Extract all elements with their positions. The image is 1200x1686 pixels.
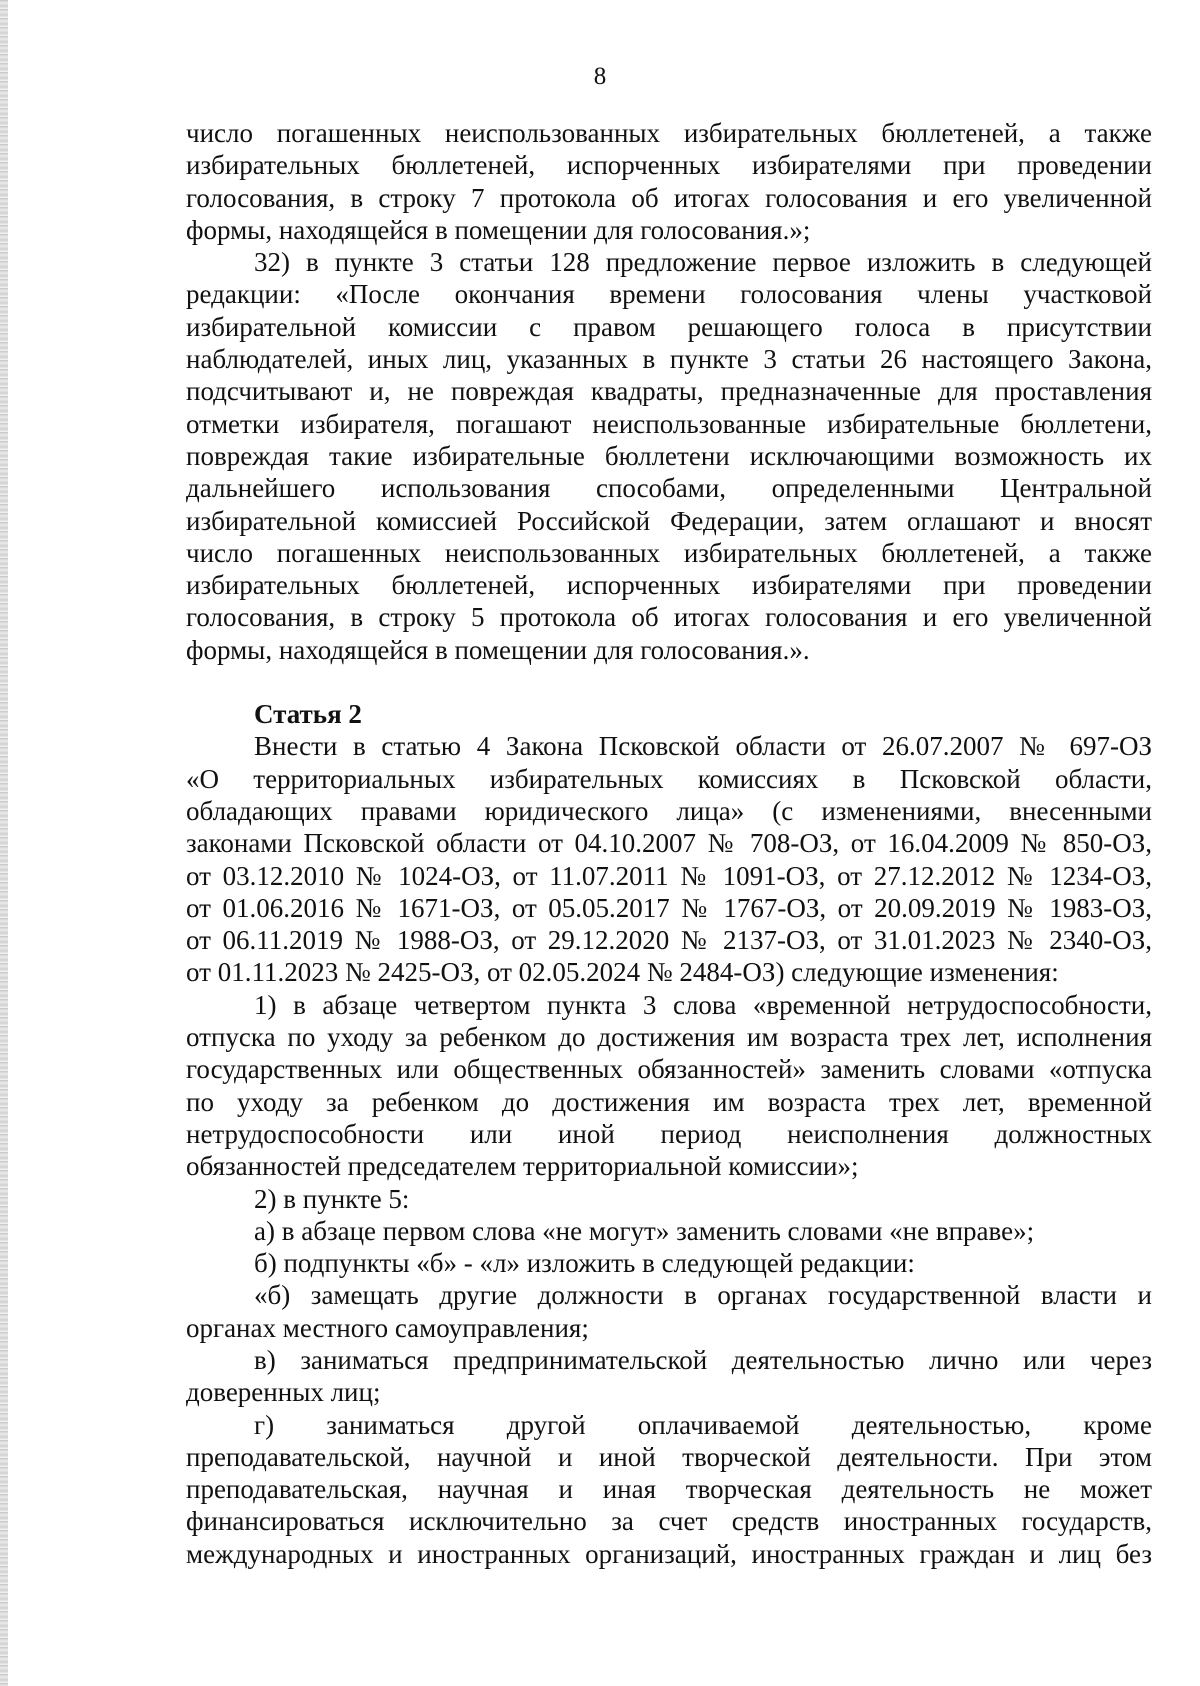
text-line: Внести в статью 4 Закона Псковской области от 26.07.2007 № 697-ОЗ [254, 731, 1152, 762]
text-line: голосования, в строку 7 протокола об итогах голосования и его увеличенной [186, 182, 1152, 213]
text-line: по уходу за ребенком до достижения им возраста трех лет, временной [186, 1086, 1152, 1117]
text-line: от 01.06.2016 № 1671-ОЗ, от 05.05.2017 № 1767-ОЗ, от 20.09.2019 № 1983-ОЗ, [186, 892, 1152, 923]
text-line: «О территориальных избирательных комиссиях в Псковской области, [186, 763, 1152, 794]
text-line: формы, находящейся в помещении для голосования.»; [186, 214, 811, 245]
page-number: 8 [593, 63, 607, 90]
document-body [186, 117, 1152, 1570]
text-line: подсчитывают и, не повреждая квадраты, предназначенные для проставления [186, 376, 1152, 407]
text-line: избирательных бюллетеней, испорченных избирателями при проведении [186, 570, 1152, 601]
text-line: от 06.11.2019 № 1988-ОЗ, от 29.12.2020 № 2137-ОЗ, от 31.01.2023 № 2340-ОЗ, [186, 925, 1152, 956]
scan-edge-artifact [0, 0, 8, 1686]
text-line: от 01.11.2023 № 2425-ОЗ, от 02.05.2024 № 2484-ОЗ) следующие изменения: [186, 957, 1059, 988]
text-line: повреждая такие избирательные бюллетени исключающими возможность их [186, 440, 1152, 471]
text-line: дальнейшего использования способами, определенными Центральной [186, 473, 1152, 504]
text-line: законами Псковской области от 04.10.2007 № 708-ОЗ, от 16.04.2009 № 850-ОЗ, [186, 828, 1152, 859]
paragraph-continuation [186, 117, 1152, 246]
text-line: наблюдателей, иных лиц, указанных в пункте 3 статьи 26 настоящего Закона, [186, 344, 1152, 375]
paragraph-subitem-g [186, 1409, 1152, 1570]
text-line: г) заниматься другой оплачиваемой деятельностью, кроме [254, 1409, 1152, 1440]
text-line: избирательных бюллетеней, испорченных избирателями при проведении [186, 150, 1152, 181]
text-line: число погашенных неиспользованных избирательных бюллетеней, а также [186, 118, 1152, 148]
text-line: в) заниматься предпринимательской деятельностью лично или через [254, 1344, 1152, 1375]
text-line: нетрудоспособности или иной период неисполнения должностных [186, 1118, 1152, 1149]
text-line: «б) замещать другие должности в органах государственной власти и [254, 1280, 1152, 1311]
text-line: голосования, в строку 5 протокола об итогах голосования и его увеличенной [186, 602, 1152, 633]
text-line: обязанностей председателем территориальной комиссии»; [186, 1151, 859, 1182]
text-line: избирательной комиссии с правом решающего голоса в присутствии [186, 311, 1152, 342]
text-line: обладающих правами юридического лица» (с изменениями, внесенными [186, 795, 1152, 826]
text-line: органах местного самоуправления; [186, 1312, 589, 1343]
text-line: от 03.12.2010 № 1024-ОЗ, от 11.07.2011 № 1091-ОЗ, от 27.12.2012 № 1234-ОЗ, [186, 860, 1152, 891]
text-line: преподавательская, научная и иная творческая деятельность не может [186, 1474, 1152, 1505]
text-line: формы, находящейся в помещении для голосования.». [186, 634, 810, 665]
text-line: отпуска по уходу за ребенком до достижения им возраста трех лет, исполнения [186, 1022, 1152, 1053]
text-line: финансироваться исключительно за счет средств иностранных государств, [186, 1506, 1152, 1537]
text-line: 1) в абзаце четвертом пункта 3 слова «временной нетрудоспособности, [254, 989, 1152, 1020]
paragraph-item-2a: а) в абзаце первом слова «не могут» заменить словами «не вправе»; [254, 1215, 1035, 1246]
paragraph-item-2: 2) в пункте 5: [254, 1183, 410, 1214]
article-heading: Статья 2 [254, 699, 362, 730]
paragraph-item-1 [186, 989, 1152, 1183]
text-line: число погашенных неиспользованных избирательных бюллетеней, а также [186, 537, 1152, 568]
text-line: избирательной комиссией Российской Федерации, затем оглашают и вносят [186, 505, 1152, 536]
section-spacer [186, 666, 1152, 698]
text-line: государственных или общественных обязанностей» заменить словами «отпуска [186, 1054, 1152, 1085]
paragraph-item-2b: б) подпункты «б» - «л» изложить в следующей редакции: [254, 1248, 915, 1279]
text-line: преподавательской, научной и иной творческой деятельности. При этом [186, 1441, 1152, 1472]
paragraph-item-32 [186, 246, 1152, 666]
text-line: редакции: «После окончания времени голосования члены участковой [186, 279, 1152, 310]
text-line: доверенных лиц; [186, 1377, 381, 1408]
paragraph-subitem-v [186, 1344, 1152, 1409]
paragraph-article-intro [186, 730, 1152, 988]
text-line: международных и иностранных организаций, иностранных граждан и лиц без [186, 1538, 1152, 1569]
paragraph-subitem-b [186, 1279, 1152, 1344]
text-line: 32) в пункте 3 статьи 128 предложение первое изложить в следующей [254, 247, 1152, 278]
text-line: отметки избирателя, погашают неиспользованные избирательные бюллетени, [186, 408, 1152, 439]
